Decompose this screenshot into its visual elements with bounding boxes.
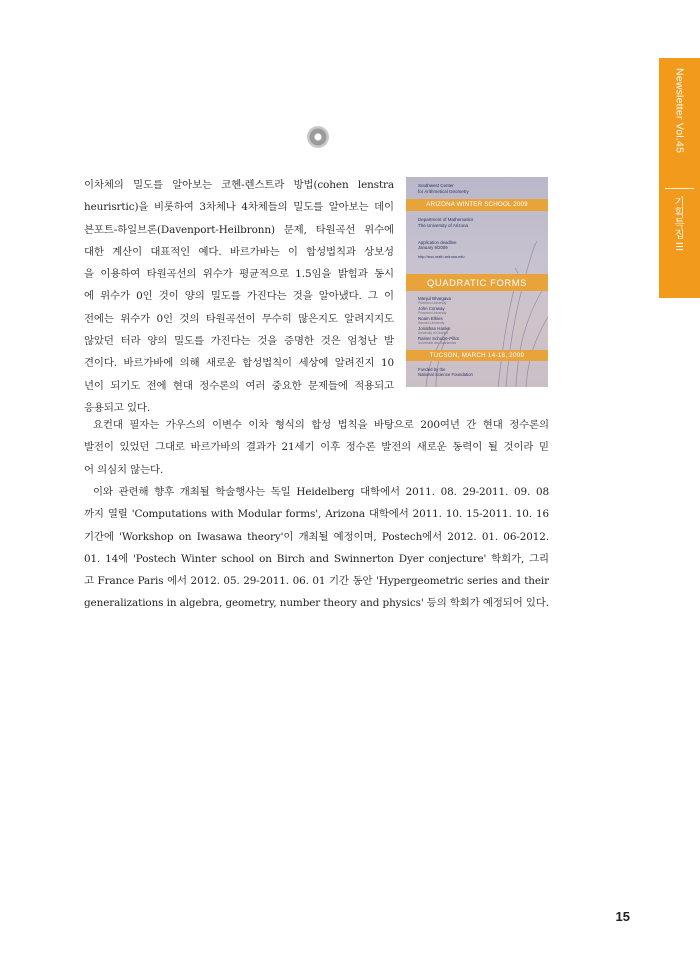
section-side-tab xyxy=(659,58,700,298)
poster-department: Department of Mathematics The University of Arizona xyxy=(418,217,474,228)
speaker-name: Jonathan Hanke xyxy=(418,326,450,331)
text-line: 전에는 위수가 0인 것의 타원곡선이 무수히 많은지도 알려지지도 xyxy=(84,312,394,325)
text-line: 에 위수가 0인 것이 양의 밀도를 가진다는 것을 알아냈다. 그 이 xyxy=(84,290,394,303)
circle-ornament-icon xyxy=(307,126,329,148)
poster-organization: Southwest Center for Arithmetical Geometry xyxy=(418,183,469,194)
left-column-text xyxy=(84,174,394,419)
speaker-affiliation: Universität des Saarlandes xyxy=(418,341,457,345)
speaker-affiliation: Princeton University xyxy=(418,311,447,315)
text-line: 않았던 터라 양의 밀도를 가진다는 것을 증명한 것은 엄청난 발 xyxy=(84,335,394,348)
poster-deadline: Application deadline January 9/2009 xyxy=(418,240,457,251)
speaker-affiliation: Princeton University xyxy=(418,301,447,305)
text-line: 년이 되기도 전에 현대 정수론의 여러 중요한 문제들에 적용되고 xyxy=(84,379,394,392)
page-number: 15 xyxy=(615,909,630,924)
paragraph-upcoming-events xyxy=(84,481,549,615)
text-line: 대한 계산이 대표적인 예다. 바르가바는 이 합성법칙과 상보성 xyxy=(84,245,394,258)
speaker-affiliation: Harvard University xyxy=(418,321,445,325)
poster-banner-top: ARIZONA WINTER SCHOOL 2009 xyxy=(406,199,548,211)
text-line: 기간에 'Workshop on Iwasawa theory'이 개최될 예정이며, Postech에서 2012. 01. 06-2012. xyxy=(84,530,549,543)
text-line: 이차체의 밀도를 알아보는 코헨-렌스트라 방법(cohen lenstra xyxy=(84,179,394,191)
text-line: 견이다. 바르가바에 의해 새로운 합성법칙이 세상에 알려진지 10 xyxy=(84,357,394,370)
text-line: heurisrtic)을 비롯하여 3차체나 4차체들의 밀도를 알아보는 데이 xyxy=(84,201,394,214)
text-line: 을 이용하여 타원곡선의 위수가 평균적으로 1.5임을 밝힘과 동시 xyxy=(84,268,394,281)
text-line: 01. 14에 'Postech Winter school on Birch and Swinnerton Dyer conjecture' 학회가, 그리 xyxy=(84,552,549,565)
poster-funding: Funded by the National Science Foundation xyxy=(418,367,473,378)
newsletter-volume-label: Newsletter Vol.45 xyxy=(673,68,686,154)
text-line: 이와 관련해 향후 개최될 학술행사는 독일 Heidelberg 대학에서 2011. 08. 29-2011. 09. 08 xyxy=(93,486,549,498)
text-line: 븐포트-하일브론(Davenport-Heilbronn) 문제, 타원곡선 위수에 xyxy=(84,223,394,236)
arizona-winter-school-poster xyxy=(406,177,548,387)
poster-url: http://swc.math.arizona.edu xyxy=(418,255,465,259)
poster-speaker-list xyxy=(418,296,459,346)
text-line: 발전이 있었던 그대로 바르가바의 결과가 21세기 이후 정수론 발전의 새로운 동력이 될 것이라 믿 xyxy=(84,441,549,454)
poster-title: QUADRATIC FORMS xyxy=(406,274,548,291)
text-line: 고 France Paris 에서 2012. 05. 29-2011. 06. 01 기간 동안 'Hypergeometric series and their xyxy=(84,575,549,588)
speaker-name: Noam Elkies xyxy=(418,316,443,321)
speaker-name: Rainer Schulze-Pillot xyxy=(418,336,459,341)
text-line: 요컨대 필자는 가우스의 이변수 이차 형식의 합성 법칙을 바탕으로 200여년 간 현대 정수론의 xyxy=(93,419,549,431)
poster-banner-bottom: TUCSON, MARCH 14-18, 2009 xyxy=(406,350,548,361)
side-tab-divider xyxy=(665,188,694,189)
text-line: 어 의심치 않는다. xyxy=(84,463,164,476)
text-line: generalizations in algebra, geometry, number theory and physics' 등의 학회가 예정되어 있다. xyxy=(84,597,549,610)
section-label: 기획특집 III xyxy=(673,196,685,252)
speaker-name: Manjul Bhargava xyxy=(418,296,451,301)
text-line: 응용되고 있다. xyxy=(84,401,151,414)
speaker-name: John Conway xyxy=(418,306,445,311)
text-line: 까지 열릴 'Computations with Modular forms', Arizona 대학에서 2011. 10. 15-2011. 10. 16 xyxy=(84,508,549,521)
paragraph-conclusion xyxy=(84,414,549,481)
speaker-affiliation: University of Georgia xyxy=(418,331,448,335)
